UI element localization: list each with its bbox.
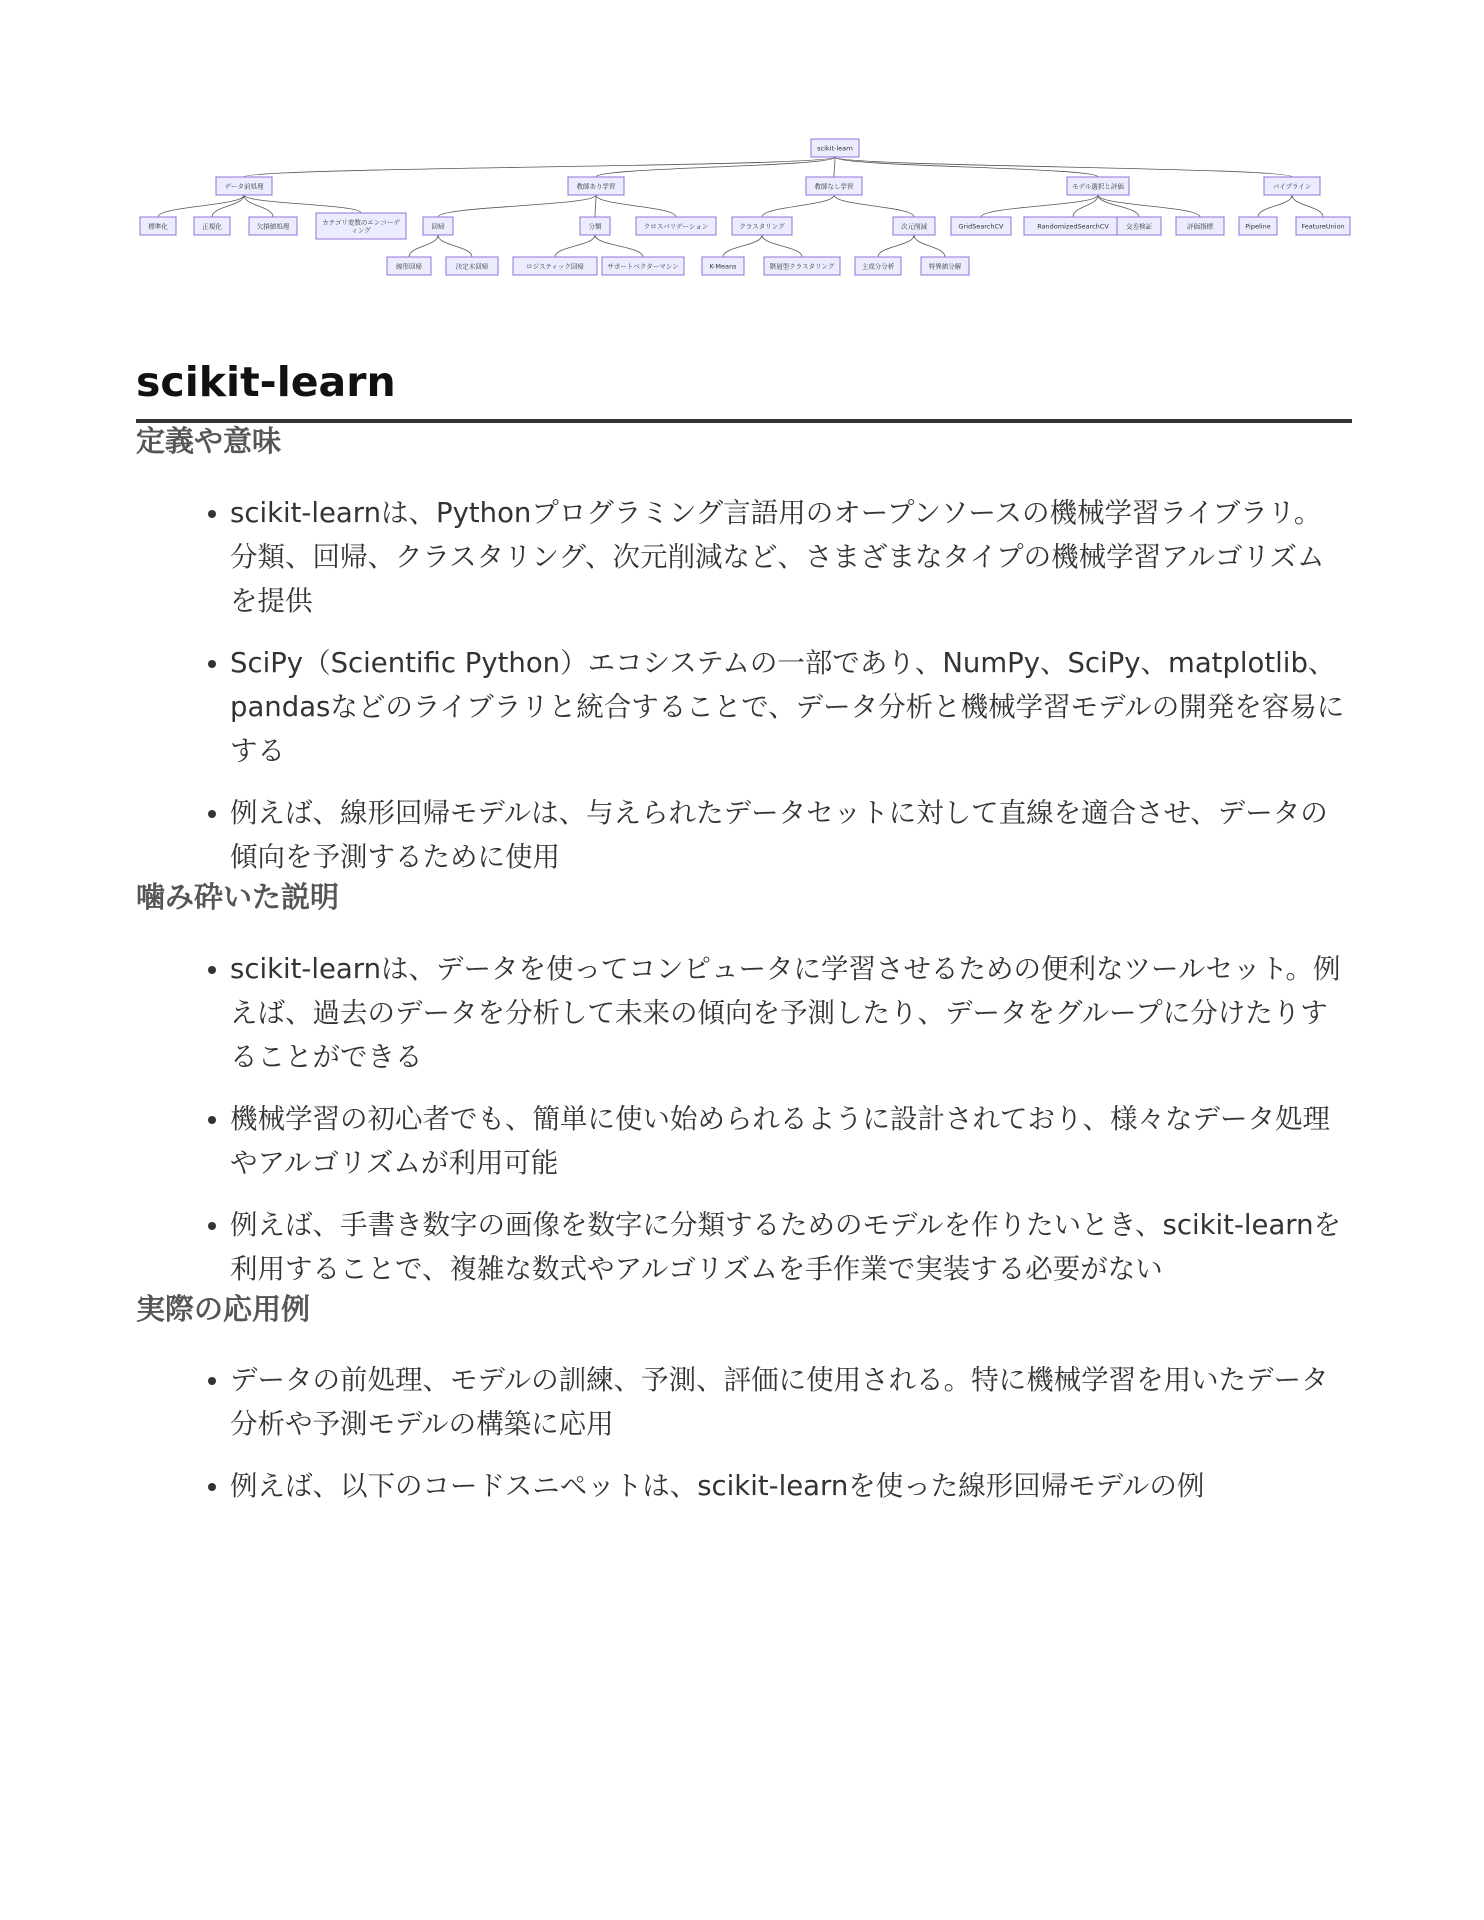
list-item: 例えば、手書き数字の画像を数字に分類するためのモデルを作りたいとき、scikit-learnを利用することで、複雑な数式やアルゴリズムを手作業で実装する必要がない bbox=[230, 1203, 1352, 1291]
diagram-node-label: K-Means bbox=[709, 262, 737, 271]
diagram-node-n4 bbox=[1067, 177, 1129, 195]
diagram-node-n2b bbox=[580, 217, 610, 235]
section-definition bbox=[136, 423, 1352, 879]
diagram-edge bbox=[1292, 195, 1323, 217]
diagram-node-label: 欠損値処理 bbox=[256, 222, 290, 231]
diagram-edge bbox=[555, 235, 595, 257]
diagram-node-n2a2 bbox=[446, 257, 498, 275]
diagram-node-label: パイプライン bbox=[1272, 182, 1312, 191]
diagram-node-label: 特異値分解 bbox=[928, 262, 962, 271]
diagram-node-label: 交差検証 bbox=[1126, 222, 1152, 231]
document-body bbox=[136, 358, 1352, 1508]
section-heading-applications: 実際の応用例 bbox=[136, 1291, 311, 1326]
diagram-edge bbox=[914, 235, 945, 257]
diagram-edge bbox=[595, 195, 596, 217]
diagram-node-n1d bbox=[316, 213, 406, 239]
section-heading-definition: 定義や意味 bbox=[136, 424, 282, 459]
diagram-node-n5b bbox=[1296, 217, 1350, 235]
diagram-node-label: 次元削減 bbox=[901, 222, 927, 231]
section-explanation bbox=[136, 879, 1352, 1291]
diagram-edge bbox=[835, 157, 1292, 177]
diagram-node-label: ロジスティック回帰 bbox=[526, 262, 584, 271]
list-item: 例えば、以下のコードスニペットは、scikit-learnを使った線形回帰モデルの例 bbox=[230, 1464, 1352, 1508]
list-item: 機械学習の初心者でも、簡単に使い始められるように設計されており、様々なデータ処理やアルゴリズムが利用可能 bbox=[230, 1097, 1352, 1185]
diagram-node-n4c bbox=[1117, 217, 1161, 235]
diagram-node-n3b2 bbox=[921, 257, 969, 275]
section-applications bbox=[136, 1291, 1352, 1509]
diagram-edge bbox=[834, 157, 835, 177]
diagram-edge bbox=[244, 195, 361, 213]
diagram-node-n3 bbox=[806, 177, 862, 195]
diagram-node-n2b2 bbox=[602, 257, 684, 275]
diagram-edges bbox=[158, 157, 1323, 257]
diagram-nodes bbox=[140, 139, 1350, 275]
diagram-edge bbox=[981, 195, 1098, 217]
diagram-node-label: ィング bbox=[351, 226, 371, 235]
diagram-edge bbox=[158, 195, 244, 217]
diagram-edge bbox=[244, 157, 835, 177]
diagram-node-label: カテゴリ変数のエンコーデ bbox=[322, 218, 400, 227]
diagram-node-label: RandomizedSearchCV bbox=[1037, 222, 1109, 231]
page-title: scikit-learn bbox=[136, 358, 1352, 423]
diagram-node-n2b1 bbox=[513, 257, 597, 275]
diagram-node-n1c bbox=[249, 217, 297, 235]
diagram-edge bbox=[595, 235, 643, 257]
diagram-node-label: データ前処理 bbox=[224, 182, 264, 191]
mindmap-diagram bbox=[0, 0, 1484, 290]
diagram-node-label: GridSearchCV bbox=[958, 222, 1004, 231]
diagram-node-label: 決定木回帰 bbox=[455, 262, 489, 271]
diagram-node-label: 線形回帰 bbox=[396, 262, 422, 271]
diagram-edge bbox=[878, 235, 914, 257]
diagram-edge bbox=[762, 235, 802, 257]
diagram-edge bbox=[1258, 195, 1292, 217]
diagram-node-label: 分類 bbox=[588, 222, 602, 231]
diagram-node-label: サポートベクターマシン bbox=[607, 262, 679, 271]
diagram-node-n3a2 bbox=[764, 257, 840, 275]
diagram-edge bbox=[1098, 195, 1139, 217]
diagram-edge bbox=[244, 195, 273, 217]
diagram-node-n3b1 bbox=[855, 257, 901, 275]
diagram-node-n4b bbox=[1024, 217, 1122, 235]
diagram-node-n1 bbox=[216, 177, 272, 195]
diagram-node-label: 正規化 bbox=[202, 222, 222, 231]
diagram-node-n2a1 bbox=[387, 257, 431, 275]
diagram-node-label: 教師あり学習 bbox=[576, 182, 616, 191]
diagram-edge bbox=[409, 235, 438, 257]
diagram-node-label: scikit-learn bbox=[817, 144, 853, 153]
diagram-edge bbox=[834, 195, 914, 217]
section-heading-explanation: 噛み砕いた説明 bbox=[136, 879, 340, 914]
diagram-edge bbox=[1098, 195, 1200, 217]
diagram-node-label: 標準化 bbox=[148, 222, 168, 231]
list-item: scikit-learnは、データを使ってコンピュータに学習させるための便利なツールセット。例えば、過去のデータを分析して未来の傾向を予測したり、データをグループに分けたりすることができる bbox=[230, 947, 1352, 1079]
diagram-node-label: 回帰 bbox=[431, 222, 445, 231]
diagram-node-n2 bbox=[568, 177, 624, 195]
diagram-node-n3a bbox=[732, 217, 792, 235]
diagram-node-label: 主成分分析 bbox=[861, 262, 895, 271]
diagram-node-label: 教師なし学習 bbox=[814, 182, 854, 191]
diagram-node-n5a bbox=[1239, 217, 1277, 235]
diagram-node-n3b bbox=[893, 217, 935, 235]
diagram-node-label: 評価指標 bbox=[1187, 222, 1213, 231]
diagram-edge bbox=[212, 195, 244, 217]
diagram-edge bbox=[596, 157, 835, 177]
diagram-edge bbox=[438, 235, 472, 257]
diagram-node-label: クラスタリング bbox=[739, 222, 785, 231]
diagram-edge bbox=[723, 235, 762, 257]
diagram-node-label: モデル選択と評価 bbox=[1072, 182, 1124, 191]
explanation-list bbox=[136, 947, 1352, 1291]
diagram-node-label: 階層型クラスタリング bbox=[769, 262, 835, 271]
diagram-node-label: Pipeline bbox=[1245, 222, 1271, 231]
diagram-node-n2a bbox=[423, 217, 453, 235]
applications-list bbox=[136, 1358, 1352, 1508]
diagram-node-root bbox=[811, 139, 859, 157]
diagram-node-n5 bbox=[1264, 177, 1320, 195]
diagram-node-n1a bbox=[140, 217, 176, 235]
list-item: データの前処理、モデルの訓練、予測、評価に使用される。特に機械学習を用いたデータ分析や予測モデルの構築に応用 bbox=[230, 1358, 1352, 1446]
diagram-node-label: クロスバリデーション bbox=[643, 222, 709, 231]
list-item: 例えば、線形回帰モデルは、与えられたデータセットに対して直線を適合させ、データの傾向を予測するために使用 bbox=[230, 791, 1352, 879]
diagram-edge bbox=[596, 195, 676, 217]
diagram-edge bbox=[762, 195, 834, 217]
diagram-node-n2c bbox=[636, 217, 716, 235]
diagram-node-n1b bbox=[194, 217, 230, 235]
diagram-node-label: FeatureUnion bbox=[1301, 222, 1345, 231]
diagram-node-n4a bbox=[951, 217, 1011, 235]
diagram-node-n4d bbox=[1176, 217, 1224, 235]
definition-list bbox=[136, 491, 1352, 879]
diagram-edge bbox=[438, 195, 596, 217]
diagram-node-n3a1 bbox=[702, 257, 744, 275]
list-item: scikit-learnは、Pythonプログラミング言語用のオープンソースの機械学習ライブラリ。分類、回帰、クラスタリング、次元削減など、さまざまなタイプの機械学習アルゴリズムを提供 bbox=[230, 491, 1352, 623]
list-item: SciPy（Scientific Python）エコシステムの一部であり、NumPy、SciPy、matplotlib、pandasなどのライブラリと統合することで、データ分析と機械学習モデルの開発を容易にする bbox=[230, 641, 1352, 773]
